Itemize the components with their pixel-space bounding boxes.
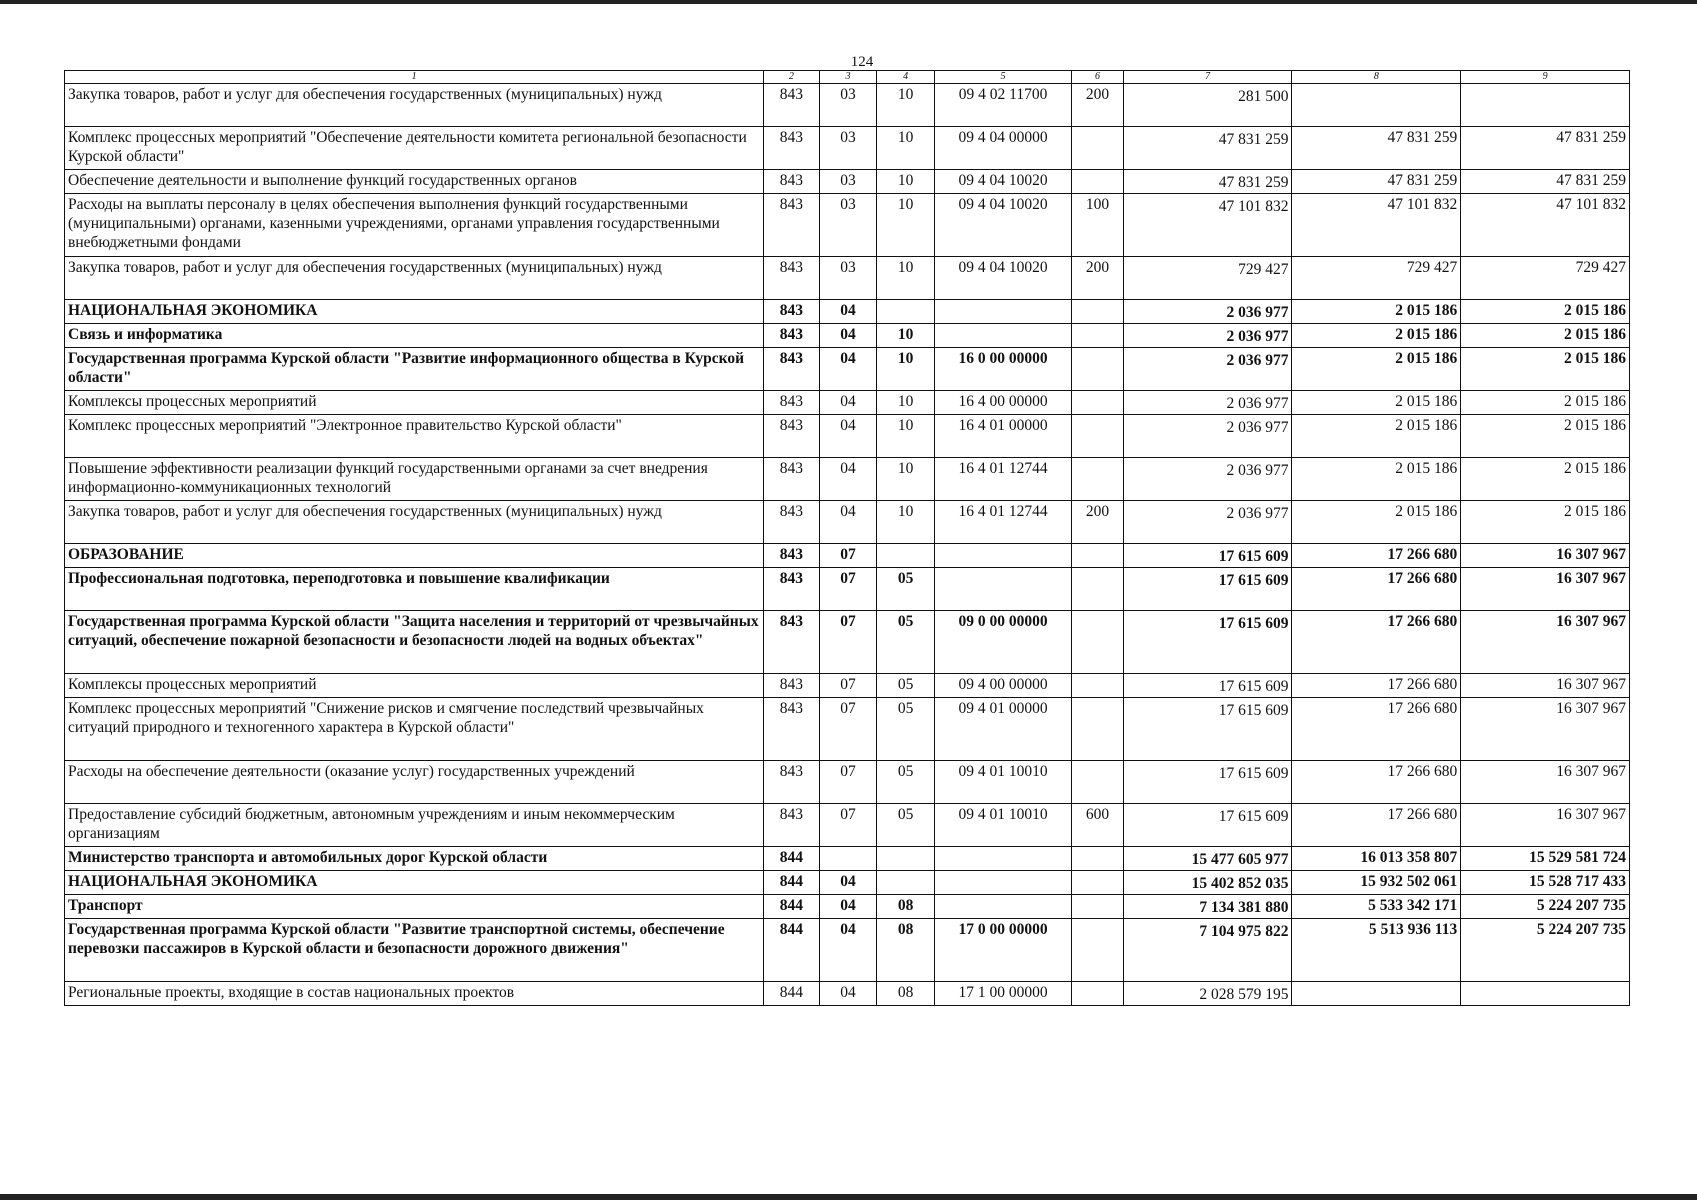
cell-amount-year2: 47 101 832	[1292, 194, 1461, 257]
cell-section-code: 04	[819, 300, 877, 324]
cell-admin-code: 843	[764, 391, 820, 415]
cell-admin-code: 843	[764, 170, 820, 194]
cell-amount-year2	[1292, 84, 1461, 127]
cell-amount-year2: 17 266 680	[1292, 544, 1461, 568]
cell-target-article: 16 4 00 00000	[934, 391, 1071, 415]
cell-amount-year3: 16 307 967	[1461, 674, 1630, 698]
cell-subsection-code: 10	[877, 348, 935, 391]
cell-expense-type: 100	[1072, 194, 1124, 257]
cell-amount-year1: 47 831 259	[1123, 127, 1292, 170]
cell-subsection-code: 05	[877, 698, 935, 761]
cell-amount-year1: 17 615 609	[1123, 804, 1292, 847]
cell-amount-year3: 729 427	[1461, 257, 1630, 300]
scan-edge-top	[0, 0, 1697, 4]
cell-section-code: 07	[819, 611, 877, 674]
cell-amount-year1: 7 134 381 880	[1123, 895, 1292, 919]
cell-target-article	[934, 895, 1071, 919]
column-number: 9	[1461, 71, 1630, 84]
cell-amount-year2: 2 015 186	[1292, 348, 1461, 391]
cell-amount-year2: 47 831 259	[1292, 127, 1461, 170]
cell-section-code: 03	[819, 170, 877, 194]
cell-section-code: 07	[819, 674, 877, 698]
row-name: Закупка товаров, работ и услуг для обеспечения государственных (муниципальных) нужд	[65, 501, 764, 544]
cell-subsection-code: 05	[877, 761, 935, 804]
cell-expense-type	[1072, 698, 1124, 761]
cell-admin-code: 843	[764, 84, 820, 127]
cell-amount-year1: 15 402 852 035	[1123, 871, 1292, 895]
cell-subsection-code: 05	[877, 804, 935, 847]
cell-amount-year2: 17 266 680	[1292, 804, 1461, 847]
cell-amount-year3: 16 307 967	[1461, 544, 1630, 568]
cell-subsection-code	[877, 544, 935, 568]
cell-section-code: 04	[819, 415, 877, 458]
cell-amount-year2: 5 533 342 171	[1292, 895, 1461, 919]
cell-amount-year2: 729 427	[1292, 257, 1461, 300]
column-number: 5	[934, 71, 1071, 84]
table-row	[65, 568, 1630, 611]
table-row	[65, 895, 1630, 919]
cell-amount-year2	[1292, 982, 1461, 1006]
table-row	[65, 257, 1630, 300]
cell-expense-type	[1072, 324, 1124, 348]
cell-amount-year1: 281 500	[1123, 84, 1292, 127]
cell-target-article: 09 4 00 00000	[934, 674, 1071, 698]
row-name: ОБРАЗОВАНИЕ	[65, 544, 764, 568]
cell-amount-year2: 2 015 186	[1292, 391, 1461, 415]
row-name: Предоставление субсидий бюджетным, автономным учреждениям и иным некоммерческим организациям	[65, 804, 764, 847]
table-row	[65, 300, 1630, 324]
cell-amount-year3: 16 307 967	[1461, 611, 1630, 674]
cell-expense-type	[1072, 348, 1124, 391]
cell-expense-type	[1072, 847, 1124, 871]
cell-amount-year2: 2 015 186	[1292, 501, 1461, 544]
cell-amount-year2: 15 932 502 061	[1292, 871, 1461, 895]
row-name: Закупка товаров, работ и услуг для обеспечения государственных (муниципальных) нужд	[65, 84, 764, 127]
cell-expense-type: 200	[1072, 257, 1124, 300]
cell-amount-year1: 729 427	[1123, 257, 1292, 300]
cell-admin-code: 843	[764, 415, 820, 458]
row-name: Комплекс процессных мероприятий "Электронное правительство Курской области"	[65, 415, 764, 458]
table-row	[65, 458, 1630, 501]
column-number: 6	[1072, 71, 1124, 84]
table-row	[65, 544, 1630, 568]
row-name: НАЦИОНАЛЬНАЯ ЭКОНОМИКА	[65, 300, 764, 324]
table-row	[65, 348, 1630, 391]
cell-amount-year1: 2 036 977	[1123, 415, 1292, 458]
cell-amount-year1: 2 036 977	[1123, 501, 1292, 544]
cell-admin-code: 844	[764, 982, 820, 1006]
table-row	[65, 501, 1630, 544]
budget-table	[64, 70, 1630, 1006]
cell-target-article	[934, 300, 1071, 324]
cell-amount-year2: 17 266 680	[1292, 568, 1461, 611]
cell-admin-code: 844	[764, 847, 820, 871]
row-name: Комплекс процессных мероприятий "Снижение рисков и смягчение последствий чрезвычайных ситуаций природного и техногенного характера в Курской области"	[65, 698, 764, 761]
cell-target-article	[934, 568, 1071, 611]
cell-expense-type	[1072, 611, 1124, 674]
cell-section-code: 04	[819, 324, 877, 348]
cell-expense-type	[1072, 544, 1124, 568]
cell-admin-code: 844	[764, 895, 820, 919]
row-name: Обеспечение деятельности и выполнение функций государственных органов	[65, 170, 764, 194]
cell-amount-year3: 47 831 259	[1461, 170, 1630, 194]
cell-section-code: 03	[819, 194, 877, 257]
cell-amount-year1: 17 615 609	[1123, 761, 1292, 804]
cell-expense-type: 200	[1072, 84, 1124, 127]
table-row	[65, 391, 1630, 415]
cell-subsection-code	[877, 300, 935, 324]
cell-subsection-code: 05	[877, 674, 935, 698]
cell-section-code: 04	[819, 871, 877, 895]
cell-admin-code: 843	[764, 324, 820, 348]
cell-admin-code: 843	[764, 458, 820, 501]
cell-amount-year1: 17 615 609	[1123, 674, 1292, 698]
column-number: 8	[1292, 71, 1461, 84]
table-row	[65, 919, 1630, 982]
cell-target-article: 09 0 00 00000	[934, 611, 1071, 674]
cell-admin-code: 843	[764, 698, 820, 761]
cell-section-code: 04	[819, 895, 877, 919]
cell-amount-year1: 7 104 975 822	[1123, 919, 1292, 982]
table-row	[65, 698, 1630, 761]
cell-admin-code: 843	[764, 501, 820, 544]
cell-expense-type	[1072, 458, 1124, 501]
cell-target-article: 09 4 04 00000	[934, 127, 1071, 170]
cell-admin-code: 843	[764, 300, 820, 324]
cell-expense-type	[1072, 871, 1124, 895]
cell-amount-year1: 2 036 977	[1123, 458, 1292, 501]
cell-subsection-code	[877, 847, 935, 871]
cell-amount-year3: 5 224 207 735	[1461, 895, 1630, 919]
row-name: Связь и информатика	[65, 324, 764, 348]
cell-target-article: 09 4 04 10020	[934, 194, 1071, 257]
cell-section-code: 04	[819, 501, 877, 544]
table-row	[65, 194, 1630, 257]
cell-target-article: 16 4 01 00000	[934, 415, 1071, 458]
cell-subsection-code: 10	[877, 170, 935, 194]
cell-amount-year1: 2 036 977	[1123, 348, 1292, 391]
cell-amount-year3	[1461, 982, 1630, 1006]
cell-amount-year1: 47 101 832	[1123, 194, 1292, 257]
cell-subsection-code: 10	[877, 84, 935, 127]
table-row	[65, 611, 1630, 674]
cell-section-code: 03	[819, 127, 877, 170]
cell-target-article: 16 4 01 12744	[934, 458, 1071, 501]
cell-section-code: 03	[819, 84, 877, 127]
table-row	[65, 324, 1630, 348]
table-body	[65, 84, 1630, 1006]
cell-amount-year3: 16 307 967	[1461, 568, 1630, 611]
cell-expense-type	[1072, 415, 1124, 458]
cell-amount-year3: 2 015 186	[1461, 324, 1630, 348]
cell-target-article: 09 4 01 10010	[934, 761, 1071, 804]
cell-admin-code: 843	[764, 611, 820, 674]
cell-expense-type	[1072, 170, 1124, 194]
table-row	[65, 871, 1630, 895]
cell-amount-year3: 2 015 186	[1461, 415, 1630, 458]
cell-amount-year3: 2 015 186	[1461, 458, 1630, 501]
cell-amount-year3: 47 831 259	[1461, 127, 1630, 170]
table-row	[65, 415, 1630, 458]
cell-amount-year2: 17 266 680	[1292, 698, 1461, 761]
cell-expense-type	[1072, 127, 1124, 170]
cell-target-article: 16 0 00 00000	[934, 348, 1071, 391]
cell-expense-type	[1072, 761, 1124, 804]
table-row	[65, 804, 1630, 847]
cell-expense-type: 600	[1072, 804, 1124, 847]
cell-amount-year2: 17 266 680	[1292, 761, 1461, 804]
column-number: 4	[877, 71, 935, 84]
cell-section-code	[819, 847, 877, 871]
cell-expense-type	[1072, 568, 1124, 611]
row-name: Государственная программа Курской области "Защита населения и территорий от чрезвычайных ситуаций, обеспечение пожарной безопасности и безопасности людей на водных объектах"	[65, 611, 764, 674]
cell-section-code: 07	[819, 568, 877, 611]
row-name: Расходы на выплаты персоналу в целях обеспечения выполнения функций государственными (муниципальными) органами, казенными учреждениями, органами управления государственными внебюджетными фондами	[65, 194, 764, 257]
cell-amount-year1: 2 036 977	[1123, 324, 1292, 348]
cell-amount-year3: 2 015 186	[1461, 348, 1630, 391]
cell-subsection-code: 10	[877, 257, 935, 300]
cell-expense-type	[1072, 982, 1124, 1006]
cell-section-code: 03	[819, 257, 877, 300]
cell-amount-year2: 2 015 186	[1292, 300, 1461, 324]
cell-target-article: 09 4 01 10010	[934, 804, 1071, 847]
cell-amount-year2: 47 831 259	[1292, 170, 1461, 194]
cell-amount-year2: 2 015 186	[1292, 415, 1461, 458]
column-number: 1	[65, 71, 764, 84]
cell-admin-code: 843	[764, 257, 820, 300]
column-number: 2	[764, 71, 820, 84]
cell-section-code: 07	[819, 698, 877, 761]
cell-subsection-code: 08	[877, 982, 935, 1006]
cell-admin-code: 843	[764, 674, 820, 698]
cell-target-article: 17 1 00 00000	[934, 982, 1071, 1006]
cell-expense-type	[1072, 919, 1124, 982]
row-name: Региональные проекты, входящие в состав национальных проектов	[65, 982, 764, 1006]
row-name: Повышение эффективности реализации функций государственными органами за счет внедрения информационно-коммуникационных технологий	[65, 458, 764, 501]
cell-target-article: 17 0 00 00000	[934, 919, 1071, 982]
row-name: Профессиональная подготовка, переподготовка и повышение квалификации	[65, 568, 764, 611]
cell-subsection-code: 10	[877, 415, 935, 458]
cell-admin-code: 843	[764, 194, 820, 257]
cell-target-article	[934, 871, 1071, 895]
row-name: Комплексы процессных мероприятий	[65, 674, 764, 698]
cell-section-code: 04	[819, 348, 877, 391]
table-row	[65, 761, 1630, 804]
cell-amount-year2: 2 015 186	[1292, 324, 1461, 348]
cell-amount-year1: 2 036 977	[1123, 391, 1292, 415]
cell-amount-year2: 17 266 680	[1292, 674, 1461, 698]
cell-section-code: 07	[819, 761, 877, 804]
cell-amount-year1: 2 028 579 195	[1123, 982, 1292, 1006]
column-number-row	[65, 71, 1630, 84]
cell-subsection-code: 05	[877, 568, 935, 611]
cell-expense-type	[1072, 300, 1124, 324]
cell-subsection-code: 10	[877, 194, 935, 257]
cell-subsection-code: 05	[877, 611, 935, 674]
row-name: Комплекс процессных мероприятий "Обеспечение деятельности комитета региональной безопасности Курской области"	[65, 127, 764, 170]
cell-admin-code: 843	[764, 804, 820, 847]
cell-section-code: 07	[819, 804, 877, 847]
cell-amount-year1: 17 615 609	[1123, 544, 1292, 568]
table-row	[65, 982, 1630, 1006]
cell-target-article	[934, 324, 1071, 348]
cell-amount-year1: 17 615 609	[1123, 611, 1292, 674]
cell-amount-year3: 2 015 186	[1461, 391, 1630, 415]
cell-amount-year2: 2 015 186	[1292, 458, 1461, 501]
cell-section-code: 04	[819, 982, 877, 1006]
cell-expense-type	[1072, 674, 1124, 698]
cell-amount-year3: 15 529 581 724	[1461, 847, 1630, 871]
cell-amount-year3: 47 101 832	[1461, 194, 1630, 257]
cell-subsection-code: 08	[877, 919, 935, 982]
cell-admin-code: 843	[764, 761, 820, 804]
row-name: Транспорт	[65, 895, 764, 919]
cell-admin-code: 843	[764, 568, 820, 611]
cell-subsection-code: 08	[877, 895, 935, 919]
cell-amount-year3: 2 015 186	[1461, 501, 1630, 544]
cell-expense-type	[1072, 895, 1124, 919]
cell-admin-code: 843	[764, 348, 820, 391]
cell-amount-year1: 17 615 609	[1123, 698, 1292, 761]
scan-edge-bottom	[0, 1194, 1697, 1200]
cell-target-article: 09 4 04 10020	[934, 257, 1071, 300]
column-number: 7	[1123, 71, 1292, 84]
cell-amount-year3: 15 528 717 433	[1461, 871, 1630, 895]
cell-section-code: 04	[819, 919, 877, 982]
cell-expense-type	[1072, 391, 1124, 415]
cell-target-article: 09 4 02 11700	[934, 84, 1071, 127]
row-name: Расходы на обеспечение деятельности (оказание услуг) государственных учреждений	[65, 761, 764, 804]
cell-subsection-code	[877, 871, 935, 895]
cell-amount-year3: 2 015 186	[1461, 300, 1630, 324]
cell-section-code: 07	[819, 544, 877, 568]
row-name: Министерство транспорта и автомобильных дорог Курской области	[65, 847, 764, 871]
table-row	[65, 674, 1630, 698]
cell-subsection-code: 10	[877, 127, 935, 170]
cell-subsection-code: 10	[877, 458, 935, 501]
cell-target-article	[934, 544, 1071, 568]
row-name: Комплексы процессных мероприятий	[65, 391, 764, 415]
row-name: Государственная программа Курской области "Развитие информационного общества в Курской области"	[65, 348, 764, 391]
row-name: Государственная программа Курской области "Развитие транспортной системы, обеспечение перевозки пассажиров в Курской области и безопасности дорожного движения"	[65, 919, 764, 982]
cell-admin-code: 844	[764, 871, 820, 895]
cell-amount-year3: 5 224 207 735	[1461, 919, 1630, 982]
cell-amount-year1: 2 036 977	[1123, 300, 1292, 324]
cell-amount-year2: 16 013 358 807	[1292, 847, 1461, 871]
cell-expense-type: 200	[1072, 501, 1124, 544]
cell-subsection-code: 10	[877, 391, 935, 415]
row-name: Закупка товаров, работ и услуг для обеспечения государственных (муниципальных) нужд	[65, 257, 764, 300]
cell-section-code: 04	[819, 391, 877, 415]
cell-amount-year3: 16 307 967	[1461, 698, 1630, 761]
cell-admin-code: 844	[764, 919, 820, 982]
table-row	[65, 170, 1630, 194]
cell-amount-year3	[1461, 84, 1630, 127]
cell-amount-year3: 16 307 967	[1461, 761, 1630, 804]
cell-subsection-code: 10	[877, 324, 935, 348]
cell-amount-year1: 47 831 259	[1123, 170, 1292, 194]
cell-admin-code: 843	[764, 127, 820, 170]
cell-admin-code: 843	[764, 544, 820, 568]
cell-target-article: 16 4 01 12744	[934, 501, 1071, 544]
cell-section-code: 04	[819, 458, 877, 501]
table-row	[65, 127, 1630, 170]
page-number: 124	[850, 54, 874, 70]
table-row	[65, 847, 1630, 871]
cell-amount-year1: 15 477 605 977	[1123, 847, 1292, 871]
row-name: НАЦИОНАЛЬНАЯ ЭКОНОМИКА	[65, 871, 764, 895]
cell-amount-year3: 16 307 967	[1461, 804, 1630, 847]
cell-target-article: 09 4 01 00000	[934, 698, 1071, 761]
cell-amount-year2: 17 266 680	[1292, 611, 1461, 674]
cell-target-article: 09 4 04 10020	[934, 170, 1071, 194]
column-number: 3	[819, 71, 877, 84]
cell-target-article	[934, 847, 1071, 871]
cell-subsection-code: 10	[877, 501, 935, 544]
cell-amount-year2: 5 513 936 113	[1292, 919, 1461, 982]
cell-amount-year1: 17 615 609	[1123, 568, 1292, 611]
table-row	[65, 84, 1630, 127]
